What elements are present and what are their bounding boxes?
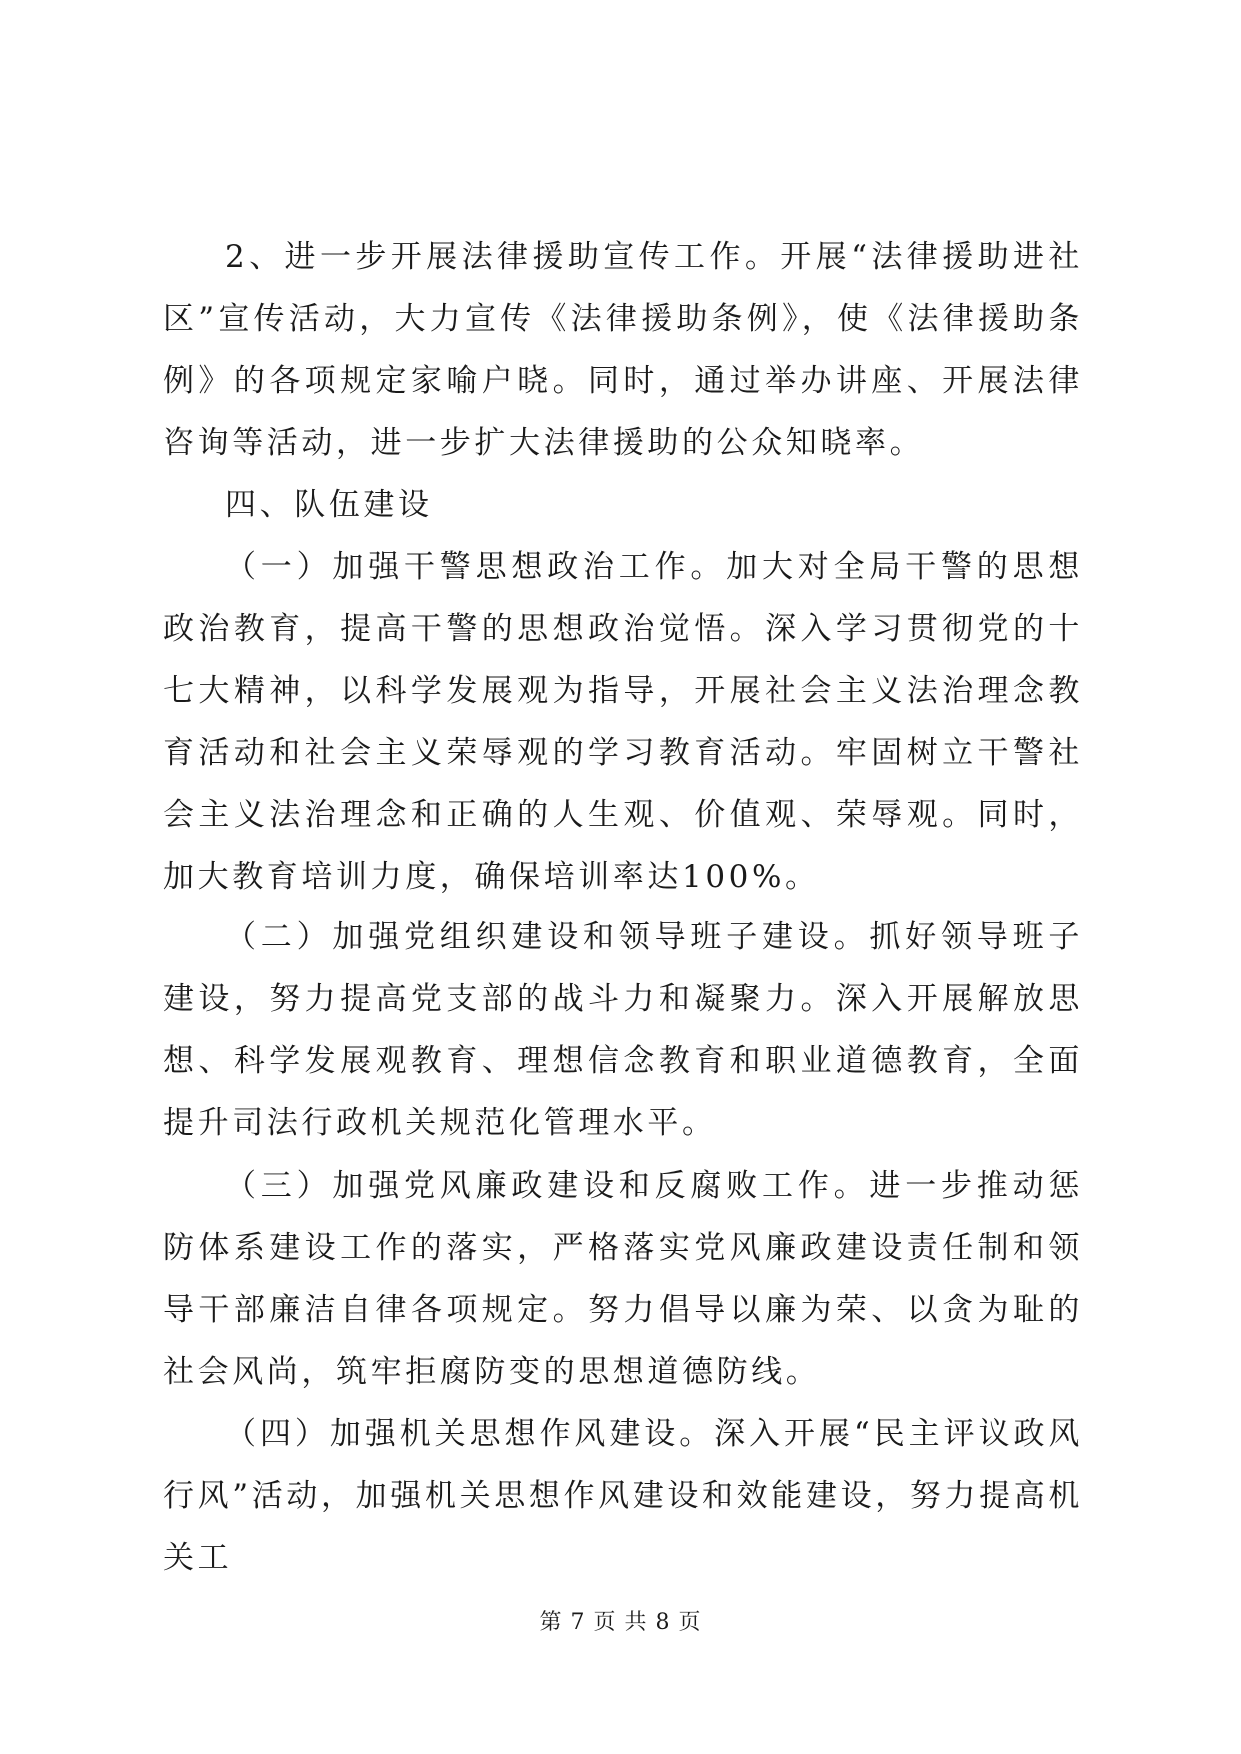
paragraph-work-style: （四）加强机关思想作风建设。深入开展“民主评议政风行风”活动，加强机关思想作风建设和效能建设，努力提高机关工 [163, 1416, 1083, 1576]
paragraph-political-work: （一）加强干警思想政治工作。加大对全局干警的思想政治教育，提高干警的思想政治觉悟。深入学习贯彻党的十七大精神，以科学发展观为指导，开展社会主义法治理念教育活动和社会主义荣辱观的学习教育活动。牢固树立干警社会主义法治理念和正确的人生观、价值观、荣辱观。同时，加大教育培训力度，确保培训率达100%。 [163, 549, 1083, 895]
section-heading-team-building: 四、队伍建设 [225, 487, 433, 523]
paragraph-party-organization: （二）加强党组织建设和领导班子建设。抓好领导班子建设，努力提高党支部的战斗力和凝聚力。深入开展解放思想、科学发展观教育、理想信念教育和职业道德教育，全面提升司法行政机关规范化管理水平。 [163, 919, 1083, 1141]
page-number-footer: 第 7 页 共 8 页 [539, 1610, 702, 1635]
paragraph-anti-corruption: （三）加强党风廉政建设和反腐败工作。进一步推动惩防体系建设工作的落实，严格落实党风廉政建设责任制和领导干部廉洁自律各项规定。努力倡导以廉为荣、以贪为耻的社会风尚，筑牢拒腐防变的思想道德防线。 [163, 1168, 1083, 1390]
paragraph-legal-aid-publicity: 2、进一步开展法律援助宣传工作。开展“法律援助进社区”宣传活动，大力宣传《法律援助条例》，使《法律援助条例》的各项规定家喻户晓。同时，通过举办讲座、开展法律咨询等活动，进一步扩大法律援助的公众知晓率。 [163, 239, 1083, 461]
